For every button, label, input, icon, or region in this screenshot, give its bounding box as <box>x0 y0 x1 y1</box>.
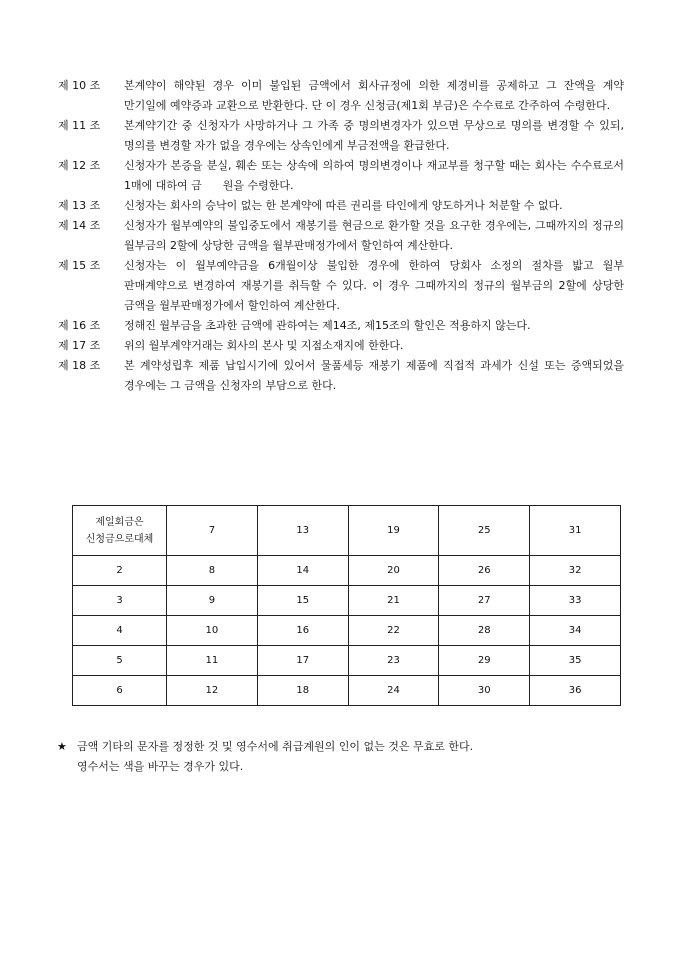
table-cell: 5 <box>73 646 167 676</box>
footnote-text: 금액 기타의 문자를 정정한 것 및 영수서에 취급계원의 인이 없는 것은 무효로 한다. <box>77 740 474 753</box>
table-row <box>73 676 621 706</box>
table-cell: 22 <box>348 616 439 646</box>
article-12 <box>58 156 628 196</box>
table-cell: 19 <box>348 506 439 556</box>
article-17 <box>58 336 624 356</box>
table-cell: 13 <box>257 506 348 556</box>
article-text: 신청자는 회사의 승낙이 없는 한 본계약에 따른 권리를 타인에게 양도하거나 처분할 수 없다. <box>124 199 563 212</box>
table-header-cell <box>73 506 167 556</box>
article-text: 정해진 월부금을 초과한 금액에 관하여는 제14조, 제15조의 할인은 적용하지 않는다. <box>124 319 531 332</box>
article-number: 제 12 조 <box>58 159 101 172</box>
table-cell: 8 <box>167 556 258 586</box>
article-text: 본 계약성립후 제품 납입시기에 있어서 물품세등 재봉기 제품에 직접적 과세가 신설 또는 증액되었을 경우에는 그 금액을 신청자의 부담으로 한다. <box>124 359 624 392</box>
star-icon: ★ <box>57 740 67 753</box>
table-cell: 17 <box>257 646 348 676</box>
article-13 <box>58 196 624 216</box>
header-line: 제일회금은 <box>95 516 144 528</box>
article-15 <box>58 256 624 316</box>
footnote <box>57 737 637 777</box>
article-number: 제 15 조 <box>58 259 101 272</box>
table-row <box>73 586 621 616</box>
table-cell: 12 <box>167 676 258 706</box>
article-text: 위의 월부계약거래는 회사의 본사 및 지점소재지에 한한다. <box>124 339 404 352</box>
table-cell: 16 <box>257 616 348 646</box>
article-text: 신청자가 본증을 분실, 훼손 또는 상속에 의하여 명의변경이나 재교부를 청구할 때는 회사는 수수료로서 1매에 대하여 금 원을 수령한다. <box>124 159 628 192</box>
header-line: 신청금으로대체 <box>85 533 154 545</box>
footnote-line <box>57 737 637 757</box>
table-cell: 20 <box>348 556 439 586</box>
terms-articles <box>58 76 628 396</box>
article-text: 본계약이 해약된 경우 이미 불입된 금액에서 회사규정에 의한 제경비를 공제하고 그 잔액을 계약 만기일에 예약증과 교환으로 반환한다. 단 이 경우 신청금(제1회 부금)은 수수료로 간주하여 수령한다. <box>124 79 624 112</box>
table-cell: 26 <box>439 556 530 586</box>
article-number: 제 16 조 <box>58 319 101 332</box>
table-row <box>73 506 621 556</box>
table-cell: 28 <box>439 616 530 646</box>
table-cell: 2 <box>73 556 167 586</box>
article-number: 제 11 조 <box>58 119 101 132</box>
table-row <box>73 556 621 586</box>
table-cell: 7 <box>167 506 258 556</box>
table-cell: 9 <box>167 586 258 616</box>
table-row <box>73 646 621 676</box>
table-cell: 32 <box>530 556 621 586</box>
article-18 <box>58 356 624 396</box>
table-cell: 18 <box>257 676 348 706</box>
table-cell: 23 <box>348 646 439 676</box>
article-11 <box>58 116 624 156</box>
footnote-text: 영수서는 색을 바꾸는 경우가 있다. <box>77 760 244 773</box>
article-text: 본계약기간 중 신청자가 사망하거나 그 가족 중 명의변경자가 있으면 무상으로 명의를 변경할 수 있되, 명의를 변경할 자가 없을 경우에는 상속인에게 부금전액을 환급한다. <box>124 119 624 152</box>
table-cell: 4 <box>73 616 167 646</box>
table-cell: 29 <box>439 646 530 676</box>
article-number: 제 18 조 <box>58 359 101 372</box>
article-number: 제 10 조 <box>58 79 101 92</box>
table-cell: 6 <box>73 676 167 706</box>
article-text: 신청자는 이 월부예약금을 6개월이상 불입한 경우에 한하여 당회사 소정의 절차를 밟고 월부 판매계약으로 변경하여 재봉기를 취득할 수 있다. 이 경우 그때까지의 정규의 월부금의 2할에 상당한 금액을 월부판매정가에서 할인하여 계산한다. <box>124 259 624 312</box>
article-text: 신청자가 월부예약의 불입중도에서 재봉기를 현금으로 환가할 것을 요구한 경우에는, 그때까지의 정규의 월부금의 2할에 상당한 금액을 월부판매정가에서 할인하여 계산한다. <box>124 219 624 252</box>
installment-schedule-table <box>72 505 621 706</box>
article-number: 제 13 조 <box>58 199 101 212</box>
table-row <box>73 616 621 646</box>
table-cell: 27 <box>439 586 530 616</box>
table-cell: 25 <box>439 506 530 556</box>
table-cell: 24 <box>348 676 439 706</box>
table-cell: 30 <box>439 676 530 706</box>
article-16 <box>58 316 624 336</box>
table-cell: 31 <box>530 506 621 556</box>
table-cell: 36 <box>530 676 621 706</box>
article-number: 제 17 조 <box>58 339 101 352</box>
table-cell: 11 <box>167 646 258 676</box>
table-cell: 14 <box>257 556 348 586</box>
table-cell: 10 <box>167 616 258 646</box>
article-number: 제 14 조 <box>58 219 101 232</box>
table-cell: 15 <box>257 586 348 616</box>
article-10 <box>58 76 624 116</box>
table-cell: 35 <box>530 646 621 676</box>
table-cell: 33 <box>530 586 621 616</box>
table-cell: 21 <box>348 586 439 616</box>
table-cell: 3 <box>73 586 167 616</box>
article-14 <box>58 216 624 256</box>
table-cell: 34 <box>530 616 621 646</box>
